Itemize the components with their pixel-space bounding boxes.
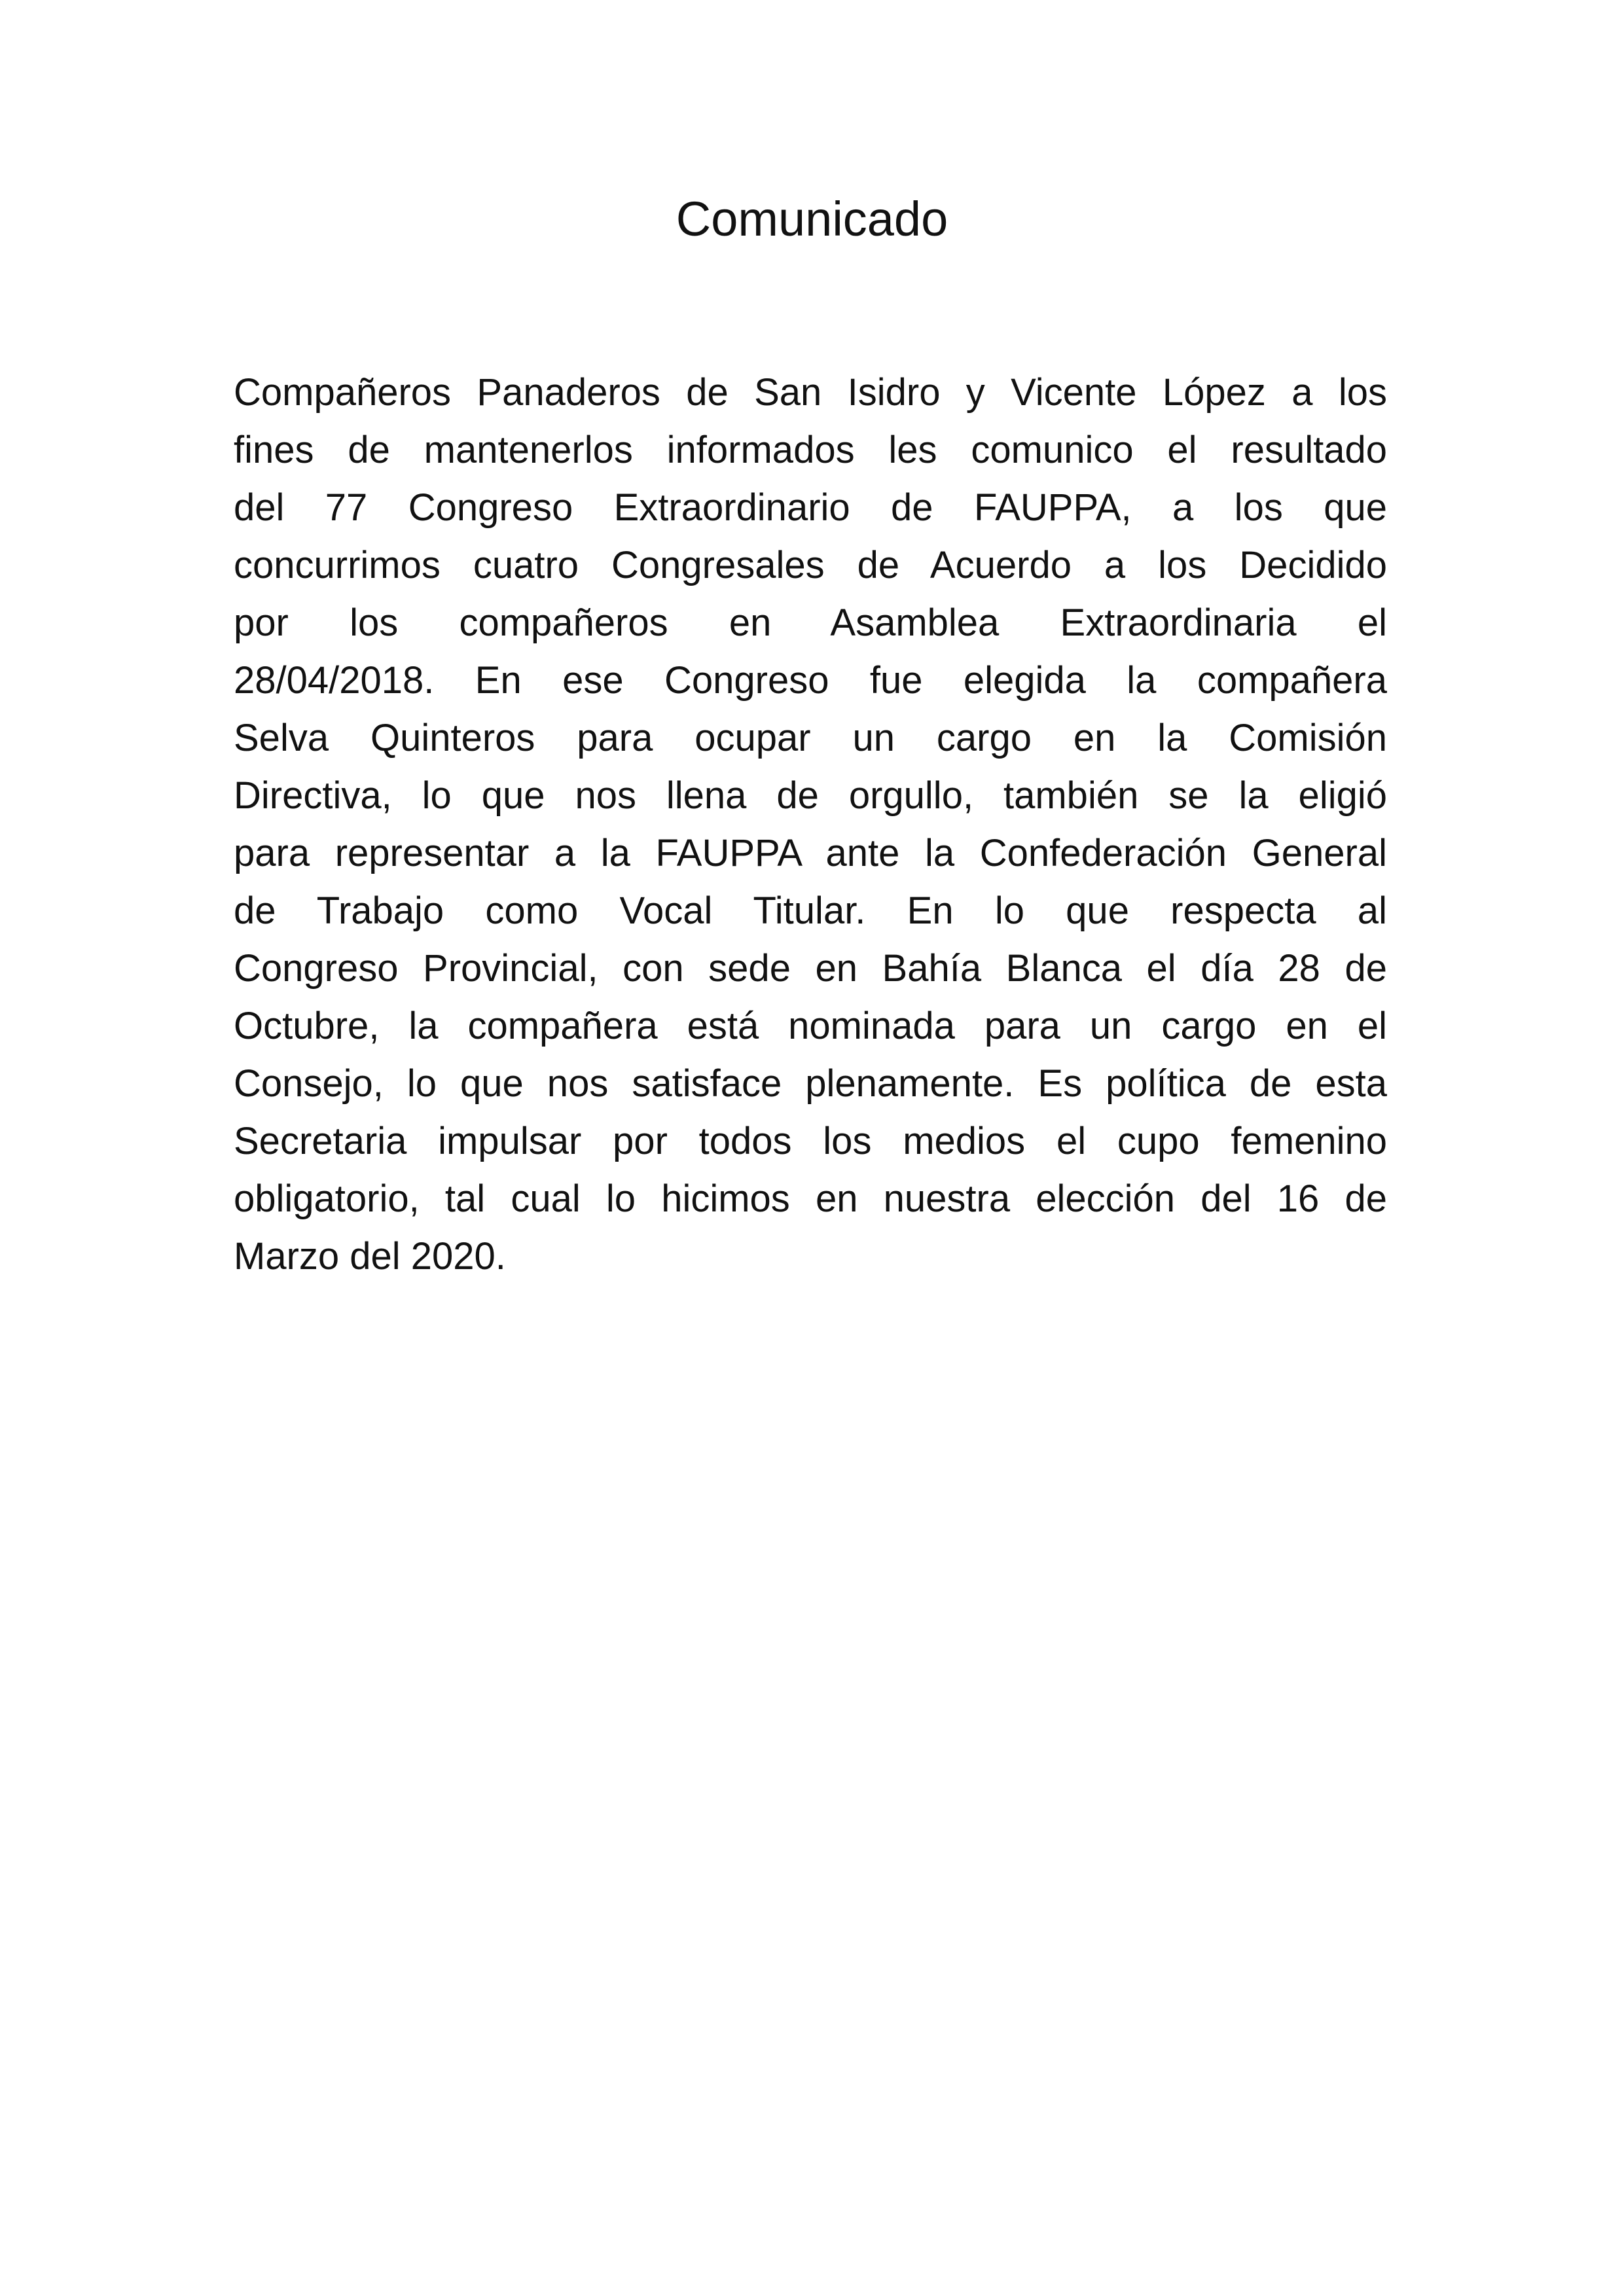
document-title: Comunicado (676, 192, 948, 246)
body-line: obligatorio, tal cual lo hicimos en nuestra elección del 16 de (234, 1177, 1387, 1220)
body-line: Secretaria impulsar por todos los medios el cupo femenino (234, 1120, 1387, 1162)
body-line: fines de mantenerlos informados les comunico el resultado (234, 429, 1387, 471)
body-line: para representar a la FAUPPA ante la Confederación General (234, 832, 1387, 874)
body-line: de Trabajo como Vocal Titular. En lo que respecta al (234, 889, 1387, 932)
body-line: Selva Quinteros para ocupar un cargo en la Comisión (234, 717, 1387, 759)
body-line: Compañeros Panaderos de San Isidro y Vicente López a los (234, 371, 1387, 414)
body-line: concurrimos cuatro Congresales de Acuerdo a los Decidido (234, 544, 1387, 586)
document-body (234, 364, 1387, 1285)
body-line: Congreso Provincial, con sede en Bahía Blanca el día 28 de (234, 947, 1387, 990)
body-line: Consejo, lo que nos satisface plenamente. Es política de esta (234, 1062, 1387, 1105)
body-line: Directiva, lo que nos llena de orgullo, también se la eligió (234, 774, 1387, 817)
body-line: 28/04/2018. En ese Congreso fue elegida la compañera (234, 659, 1387, 702)
body-line: Octubre, la compañera está nominada para un cargo en el (234, 1005, 1387, 1047)
body-line: por los compañeros en Asamblea Extraordinaria el (234, 601, 1387, 644)
body-line: del 77 Congreso Extraordinario de FAUPPA, a los que (234, 486, 1387, 529)
body-line: Marzo del 2020. (234, 1235, 506, 1278)
